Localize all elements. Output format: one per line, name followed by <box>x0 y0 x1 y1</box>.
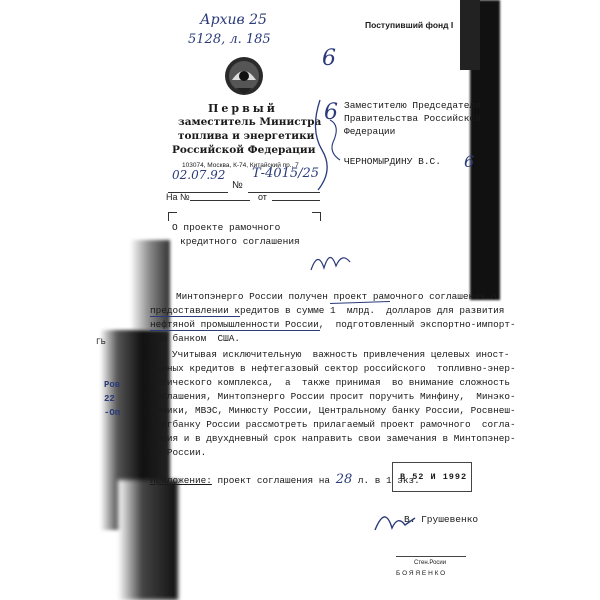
reference-from-line <box>272 200 320 201</box>
coat-of-arms-icon <box>222 54 266 98</box>
incoming-stamp: Поступивший фонд I <box>365 20 454 30</box>
copy-shadow-bottom <box>118 480 178 600</box>
copy-shadow-top-2 <box>460 0 480 70</box>
body-p2-line6: торгбанку России рассмотреть прилагаемый проект рамочного согла- <box>150 419 516 430</box>
underline-mark-3 <box>150 330 320 331</box>
subject-line2: кредитного соглашения <box>180 236 300 247</box>
body-p2-line7: шения и в двухдневный срок направить свои замечания в Минтопэнер- <box>150 433 516 444</box>
attachment-text1: проект соглашения на <box>217 475 331 486</box>
sender-title-line3: топлива и энергетики <box>178 130 315 142</box>
bottom-stamp-line1: Стен.Росии <box>414 560 447 566</box>
reference-label: На № <box>166 192 190 202</box>
recipient-name: ЧЕРНОМЫРДИНУ В.С. <box>344 156 441 167</box>
body-p2-line2: ранных кредитов в нефтегазовый сектор российского топливно-энер- <box>150 363 516 374</box>
sender-title-line2: заместитель Министра <box>178 116 322 128</box>
archive-note-line1: Архив 25 <box>200 12 267 28</box>
body-p1-line3: нефтяной промышленности России, подготовленный экспортно-импорт- <box>150 319 516 330</box>
margin-number-1: 6 <box>322 46 336 71</box>
body-p2-line4: соглашения, Минтопэнерго России просит поручить Минфину, Минэко- <box>150 391 516 402</box>
body-p2-line1: Учитывая исключительную важность привлечения целевых иност- <box>172 349 510 360</box>
margin-number-3: 6 <box>464 152 475 171</box>
handwritten-resolution-icon <box>300 90 360 200</box>
reference-line <box>190 200 250 201</box>
bottom-stamp-line2: Б О Я Я Е Н К О <box>396 570 446 577</box>
body-p2-line5: номики, МВЭС, Минюсту России, Центральному банку России, Росвнеш- <box>150 405 516 416</box>
body-p1-line4: ным банком США. <box>150 333 241 344</box>
sender-title-line4: Российской Федерации <box>172 144 316 156</box>
body-p1-line1: Минтопэнерго России получен проект рамочного соглашения о <box>176 291 497 302</box>
margin-number-2: 6 <box>324 100 338 125</box>
body-p1-line2: предоставлении кредитов в сумме 1 млрд. долларов для развития <box>150 305 505 316</box>
subject-corner-right <box>312 212 321 221</box>
subject-line1: О проекте рамочного <box>172 222 281 233</box>
bottom-stamp-rule <box>396 556 466 557</box>
recipient-line1: Заместителю Председателя <box>344 100 481 111</box>
underline-mark-2 <box>150 316 240 317</box>
letter-date: 02.07.92 <box>172 168 226 182</box>
signatory-name: В. Грушевенко <box>404 514 479 525</box>
body-p2-line8: го России. <box>150 447 207 458</box>
attachment-line <box>150 472 420 487</box>
attachment-label: Приложение: <box>150 475 212 486</box>
handwritten-mark-icon <box>306 240 356 280</box>
attachment-pages: 28 <box>335 472 353 487</box>
reference-from-label: от <box>258 192 267 202</box>
letter-number: Т-4015/25 <box>252 166 320 181</box>
recipient-line2: Правительства Российской <box>344 113 481 124</box>
left-fragment-2: Ров <box>104 380 121 390</box>
registration-stamp-text: В 52 И 1992 <box>400 472 468 482</box>
left-fragment-1: ГЬ <box>96 338 106 347</box>
subject-corner-left <box>168 212 177 221</box>
body-p2-line3: гетического комплекса, а также принимая во внимание сложность <box>150 377 511 388</box>
archive-note-line2: 5128, л. 185 <box>188 32 271 47</box>
attachment-text2: л. в 1 экз. <box>357 475 420 486</box>
sender-address: 103074, Москва, К-74, Китайский пр., 7 <box>182 162 299 169</box>
left-fragment-3: 22 <box>104 394 115 404</box>
sender-title-line1: Первый <box>208 102 278 115</box>
left-fragment-4: -Оп <box>104 408 121 418</box>
recipient-line3: Федерации <box>344 126 396 137</box>
number-label: № <box>232 180 243 191</box>
